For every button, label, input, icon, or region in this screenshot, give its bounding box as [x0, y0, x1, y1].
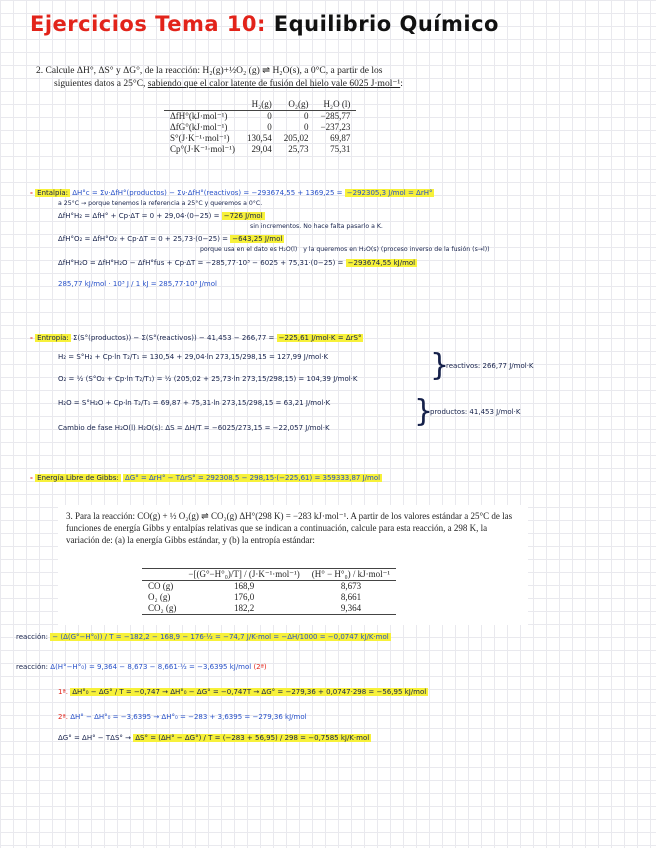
table-row [164, 133, 356, 144]
entalpia-o2-eq: ΔfH°O₂ = ΔfH°O₂ + Cp·ΔT = 0 + 25,73·(0−25) = [58, 235, 231, 243]
entropia-o2: O₂ = ½ (S°O₂ + Cp·ln T₂/T₁) = ½ (205,02 + 25,73·ln 273,15/298,15) = 104,39 J/mol·K [58, 375, 358, 383]
table-cell: −285,77 [320, 111, 351, 121]
entalpia-note-1: a 25°C → porque tenemos la referencia a 25°C y queremos a 0°C. [58, 200, 263, 207]
entropia-h2: H₂ = S°H₂ + Cp·ln T₂/T₁ = 130,54 + 29,04·ln 273,15/298,15 = 127,99 J/mol·K [58, 353, 329, 361]
problem-2-statement [36, 65, 536, 91]
table-header [142, 569, 182, 581]
table-row [164, 122, 356, 133]
entropia-eq-1: Σ(S°(productos)) − Σ(S°(reactivos)) − 41,453 − 266,77 = [73, 334, 277, 342]
reaction-2-tag: (2ª) [253, 663, 267, 671]
entropia-productos: productos: 41,453 J/mol·K [430, 408, 521, 416]
table-header: H₂(g) [241, 99, 278, 111]
table-cell: 205,02 [283, 133, 309, 143]
bullet-dash: - [30, 189, 33, 197]
latent-heat-note: sabiendo que el calor latente de fusión del hielo vale 6025 J·mol⁻¹ [147, 79, 401, 89]
table-cell: ΔfH°(kJ·mol⁻¹) [170, 111, 228, 121]
step-3-eq-a: ΔG° = ΔH° − TΔS° → [58, 734, 134, 742]
entalpia-eq-1: ΔH°c = Σν·ΔfH°(productos) − Σν·ΔfH°(reactivos) = −293674,55 + 1369,25 = [72, 189, 345, 197]
table-row [142, 603, 396, 615]
problem-2-data-table [164, 99, 356, 155]
table-row [142, 592, 396, 603]
table-cell: ΔfG°(kJ·mol⁻¹) [170, 122, 228, 132]
entalpia-label: Entalpía: [37, 189, 69, 197]
table-cell: 69,87 [330, 133, 351, 143]
entalpia-conversion: 285,77 kJ/mol · 10³ J / 1 kJ = 285,77·10³ J/mol [58, 280, 217, 288]
reaction-1-label: reacción: [16, 633, 49, 641]
solution-3-reaction-1 [16, 632, 391, 642]
table-cell: 75,31 [330, 144, 351, 154]
step-1-tag: 1ª. [58, 688, 68, 696]
entalpia-line-3 [58, 234, 284, 244]
entalpia-result: −292305,3 J/mol = ΔrH° [346, 189, 433, 197]
solution-3-step-2 [58, 712, 307, 722]
table-header [164, 99, 241, 111]
table-cell: 0 [267, 122, 272, 132]
productos-brace: } [414, 394, 434, 429]
table-cell: 8,673 [340, 581, 362, 591]
table-cell: 8,661 [340, 592, 362, 602]
table-cell: 176,0 [233, 592, 255, 602]
table-cell: −237,23 [320, 122, 351, 132]
entalpia-o2-result: −643,25 J/mol [232, 235, 283, 243]
reactivos-brace: } [430, 348, 450, 383]
problem-2-line-1: 2. Calcule ΔH°, ΔS° y ΔG°, de la reacción: H₂(g)+½O₂ (g) ⇌ H₂O(s), a 0°C, a partir de los [36, 66, 383, 76]
entalpia-h2o-result: −293674,55 kJ/mol [347, 259, 416, 267]
title-topic: Equilibrio Químico [273, 12, 499, 36]
gibbs-line [30, 473, 382, 483]
reaction-2-label: reacción: [16, 663, 49, 671]
entropia-h2o: H₂O = S°H₂O + Cp·ln T₂/T₁ = 69,87 + 75,31·ln 273,15/298,15 = 63,21 J/mol·K [58, 399, 331, 407]
step-1-eq: ΔH°₀ − ΔG° / T = −0,747 → ΔH°₀ − ΔG° = −0,747T → ΔG° = −279,36 + 0,0747·298 = −56,95 kJ/mol [72, 688, 427, 696]
entalpia-note-3b: y la queremos en H₂O(s) (proceso inverso de la fusión (s→l)) [303, 246, 490, 253]
problem-2-line-2c: : [400, 79, 403, 89]
bullet-dash: - [30, 474, 33, 482]
table-row [164, 144, 356, 155]
gibbs-equation: ΔG° = ΔrH° − TΔrS° = 292308,5 − 298,15·(−225,61) = 359333,87 J/mol [124, 474, 381, 482]
table-cell: 0 [304, 111, 309, 121]
table-header: (H° − H°₀) / kJ·mol⁻¹ [306, 569, 396, 581]
entalpia-note-2: sin incrementos. No hace falta pasarlo a K. [250, 223, 383, 230]
step-2-tag: 2ª. [58, 713, 68, 721]
entropia-cambio-fase: Cambio de fase H₂O(l) H₂O(s): ΔS = ΔH/T = −6025/273,15 = −22,057 J/mol·K [58, 424, 330, 432]
table-header: O₂(g) [278, 99, 315, 111]
table-cell: 0 [267, 111, 272, 121]
table-row [142, 581, 396, 593]
solution-3-step-1 [58, 687, 428, 697]
entalpia-note-3a: porque usa en el dato es H₂O(l) [200, 246, 298, 253]
entropia-reactivos: reactivos: 266,77 J/mol·K [446, 362, 534, 370]
reaction-2-eq: Δ(H°−H°₀) = 9,364 − 8,673 − 8,661·½ = −3,6395 kJ/mol [50, 663, 254, 671]
table-header: −[(G°−H°₀)/T] / (J·K⁻¹·mol⁻¹) [182, 569, 305, 581]
solution-3-step-3 [58, 733, 371, 743]
table-header-row [142, 569, 396, 581]
entalpia-h2-result: −726 J/mol [223, 212, 263, 220]
table-cell: 130,54 [247, 133, 272, 143]
page-title [30, 12, 499, 36]
table-cell: 168,9 [233, 581, 255, 591]
table-cell: S°(J·K⁻¹·mol⁻¹) [170, 133, 230, 143]
table-cell: CO₂ (g) [142, 603, 182, 615]
table-cell: 9,364 [306, 603, 396, 615]
table-cell: Cp°(J·K⁻¹·mol⁻¹) [170, 144, 235, 154]
entalpia-h2-eq: ΔfH°H₂ = ΔfH° + Cp·ΔT = 0 + 29,04·(0−25) = [58, 212, 222, 220]
table-cell: 0 [304, 122, 309, 132]
entropia-result: −225,61 J/mol·K = ΔrS° [278, 334, 362, 342]
entropia-label: Entropía: [37, 334, 69, 342]
entropia-line-1 [30, 333, 363, 343]
table-row [164, 111, 356, 123]
entalpia-line-1 [30, 188, 434, 198]
problem-2-line-2 [36, 78, 536, 91]
entalpia-line-4 [58, 258, 417, 268]
step-3-eq-b: ΔS° = (ΔH° − ΔG°) / T = (−283 + 56,95) / 298 = −0,7585 kJ/K·mol [135, 734, 370, 742]
problem-3-statement: 3. Para la reacción: CO(g) + ½ O₂(g) ⇌ CO₂(g) ΔH°(298 K) = −283 kJ·mol⁻¹. A partir de los valores estándar a 25°C de las funciones de energía Gibbs y entalpías relativas que se indican a continuación, calcule para esta reacción, a 298 K, la variación de: (a) la energía Gibbs estándar, y (b) la entropía estándar: [66, 511, 513, 545]
problem-2-line-2a: siguientes datos a 25°C, [54, 79, 148, 89]
table-header: H₂O (l) [315, 99, 357, 111]
table-cell: CO (g) [148, 581, 174, 591]
table-header-row [164, 99, 356, 111]
table-cell: O₂ (g) [148, 592, 171, 602]
table-cell: 182,2 [182, 603, 305, 615]
step-2-eq: ΔH° − ΔH°₀ = −3,6395 → ΔH°₀ = −283 + 3,6395 = −279,36 kJ/mol [70, 713, 307, 721]
entalpia-line-2 [58, 211, 265, 221]
problem-3-data-table [142, 568, 396, 615]
reaction-1-eq: − (Δ(G°−H°₀)) / T = −182,2 − 168,9 − 176·½ = −74,7 J/K·mol = −ΔH/1000 = −0,0747 kJ/K·mol [52, 633, 389, 641]
entalpia-note-3 [200, 245, 490, 255]
title-prefix: Ejercicios Tema 10: [30, 12, 266, 36]
table-cell: 29,04 [251, 144, 272, 154]
entalpia-h2o-eq: ΔfH°H₂O = ΔfH°H₂O − ΔfH°fus + Cp·ΔT = −285,77·10³ − 6025 + 75,31·(0−25) = [58, 259, 346, 267]
table-cell: 25,73 [288, 144, 309, 154]
solution-3-reaction-2 [16, 662, 267, 672]
bullet-dash: - [30, 334, 33, 342]
gibbs-label: Energía Libre de Gibbs: [37, 474, 119, 482]
